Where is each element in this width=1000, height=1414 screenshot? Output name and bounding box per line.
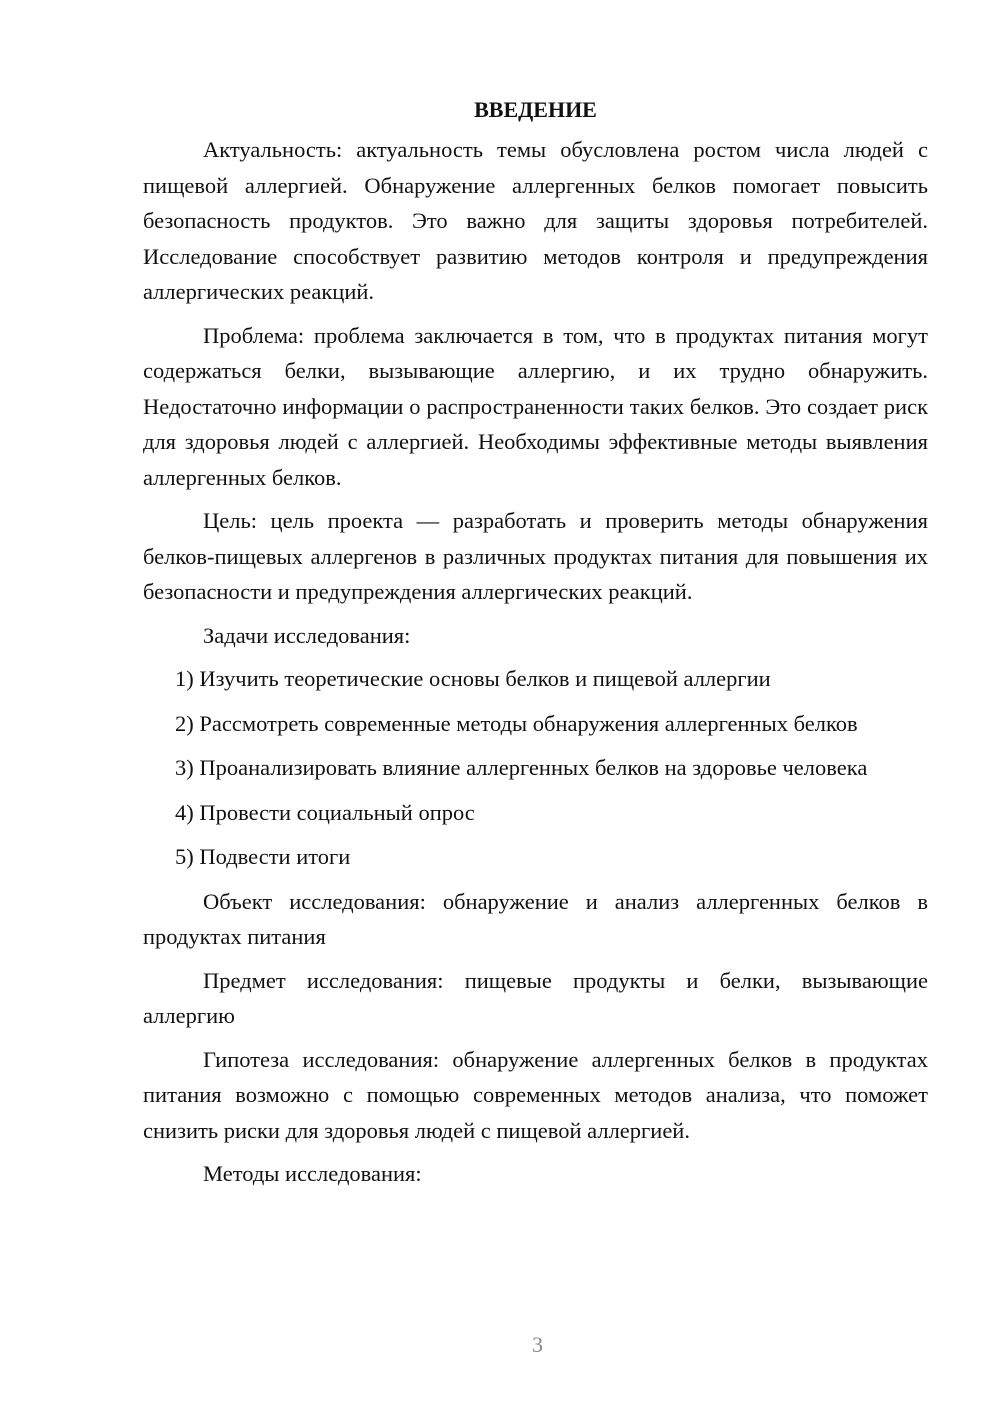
paragraph-object: Объект исследования: обнаружение и анализ аллергенных белков в продуктах питания — [143, 888, 928, 949]
paragraph-hypothesis: Гипотеза исследования: обнаружение аллергенных белков в продуктах питания возможно с помощью современных методов анализа, что поможет снизить риски для здоровья людей с пищевой аллергией. — [143, 1046, 928, 1143]
paragraph-problem: Проблема: проблема заключается в том, что в продуктах питания могут содержаться белки, вызывающие аллергию, и их трудно обнаружить. Недостаточно информации о распространенности таких белков. Это создает риск для здоровья людей с аллергией. Необходимы эффективные методы выявления аллергенных белков. — [143, 322, 928, 490]
methods-heading: Методы исследования: — [203, 1161, 422, 1186]
paragraph-goal: Цель: цель проекта — разработать и проверить методы обнаружения белков-пищевых аллергенов в различных продуктах питания для повышения их безопасности и предупреждения аллергических реакций. — [143, 508, 928, 604]
paragraph-subject: Предмет исследования: пищевые продукты и белки, вызывающие аллергию — [143, 967, 928, 1028]
page-number: 3 — [532, 1332, 543, 1357]
task-item-3: 3) Проанализировать влияние аллергенных белков на здоровье человека — [175, 755, 868, 780]
page-title: ВВЕДЕНИЕ — [474, 97, 597, 122]
document-page — [143, 93, 928, 1200]
task-item-4: 4) Провести социальный опрос — [175, 799, 475, 825]
task-item-1: 1) Изучить теоретические основы белков и пищевой аллергии — [175, 666, 771, 691]
task-item-5: 5) Подвести итоги — [175, 844, 351, 869]
tasks-heading: Задачи исследования: — [203, 622, 411, 648]
task-item-2: 2) Рассмотреть современные методы обнаружения аллергенных белков — [175, 710, 858, 736]
paragraph-relevance: Актуальность: актуальность темы обусловлена ростом числа людей с пищевой аллергией. Обнаружение аллергенных белков помогает повысить безопасность продуктов. Это важно для защиты здоровья потребителей. Исследование способствует развитию методов контроля и предупреждения аллергических реакций. — [143, 137, 928, 304]
